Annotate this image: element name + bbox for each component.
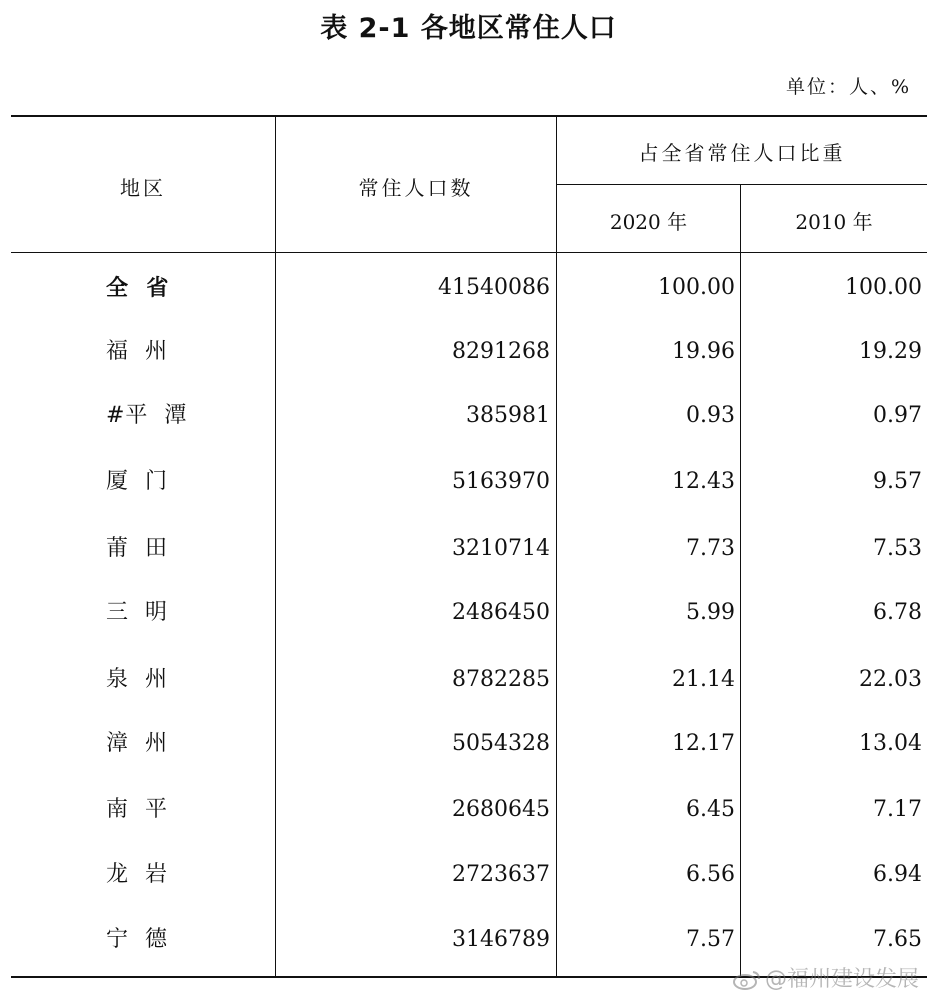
table-row	[0, 452, 937, 512]
share-2020-cell: 6.45	[686, 797, 735, 822]
header-region: 地区	[120, 176, 166, 200]
share-2010-cell: 7.17	[873, 797, 922, 822]
header-bottom-rule	[11, 252, 927, 253]
table-row	[0, 910, 937, 970]
share-2010-cell: 6.78	[873, 600, 922, 625]
header-year-2010: 2010 年	[795, 210, 873, 234]
share-2020-cell: 7.57	[686, 927, 735, 952]
population-cell: 8291268	[452, 339, 550, 364]
share-2020-cell: 5.99	[686, 600, 735, 625]
region-cell: 龙 岩	[106, 862, 168, 887]
region-cell: 全 省	[106, 275, 170, 301]
table-row	[0, 650, 937, 710]
header-share: 占全省常住人口比重	[638, 141, 846, 165]
region-cell: 宁 德	[106, 927, 168, 952]
region-cell: 厦 门	[106, 469, 168, 494]
share-2010-cell: 19.29	[859, 339, 922, 364]
population-cell: 41540086	[438, 275, 550, 300]
region-cell: #平 潭	[106, 403, 188, 428]
share-2010-cell: 13.04	[859, 731, 922, 756]
share-2020-cell: 7.73	[686, 536, 735, 561]
table-row	[0, 714, 937, 774]
population-cell: 2723637	[452, 862, 550, 887]
table-row	[0, 519, 937, 579]
share-2010-cell: 7.65	[873, 927, 922, 952]
table-row	[0, 845, 937, 905]
share-2020-cell: 19.96	[672, 339, 735, 364]
region-cell: 福 州	[106, 339, 168, 364]
weibo-icon	[733, 969, 761, 991]
watermark-text: @福州建设发展	[764, 967, 919, 992]
population-cell: 8782285	[452, 667, 550, 692]
table-row	[0, 386, 937, 446]
region-cell: 泉 州	[106, 667, 168, 692]
share-2010-cell: 7.53	[873, 536, 922, 561]
share-2020-cell: 12.43	[672, 469, 735, 494]
population-cell: 385981	[466, 403, 550, 428]
population-cell: 3210714	[452, 536, 550, 561]
table-row	[0, 258, 937, 318]
share-2020-cell: 12.17	[672, 731, 735, 756]
region-cell: 漳 州	[106, 731, 168, 756]
share-2020-cell: 6.56	[686, 862, 735, 887]
watermark	[733, 962, 919, 993]
top-rule	[11, 115, 927, 117]
table-row	[0, 322, 937, 382]
share-2010-cell: 0.97	[873, 403, 922, 428]
table-row	[0, 583, 937, 643]
table-row	[0, 780, 937, 840]
share-subheader-rule	[557, 184, 927, 185]
header-year-2020: 2020 年	[609, 210, 688, 234]
population-cell: 2486450	[452, 600, 550, 625]
header-population: 常住人口数	[358, 176, 474, 200]
share-2020-cell: 0.93	[686, 403, 735, 428]
share-2010-cell: 100.00	[845, 275, 922, 300]
population-cell: 3146789	[452, 927, 550, 952]
region-cell: 莆 田	[106, 536, 168, 561]
table-title: 表 2-1 各地区常住人口	[320, 13, 617, 44]
share-2020-cell: 100.00	[658, 275, 735, 300]
population-cell: 5054328	[452, 731, 550, 756]
share-2020-cell: 21.14	[672, 667, 735, 692]
share-2010-cell: 22.03	[859, 667, 922, 692]
region-cell: 南 平	[106, 797, 168, 822]
population-cell: 2680645	[452, 797, 550, 822]
region-cell: 三 明	[106, 600, 168, 625]
share-2010-cell: 9.57	[873, 469, 922, 494]
share-2010-cell: 6.94	[873, 862, 922, 887]
unit-label: 单位：人、%	[785, 76, 911, 98]
population-cell: 5163970	[452, 469, 550, 494]
